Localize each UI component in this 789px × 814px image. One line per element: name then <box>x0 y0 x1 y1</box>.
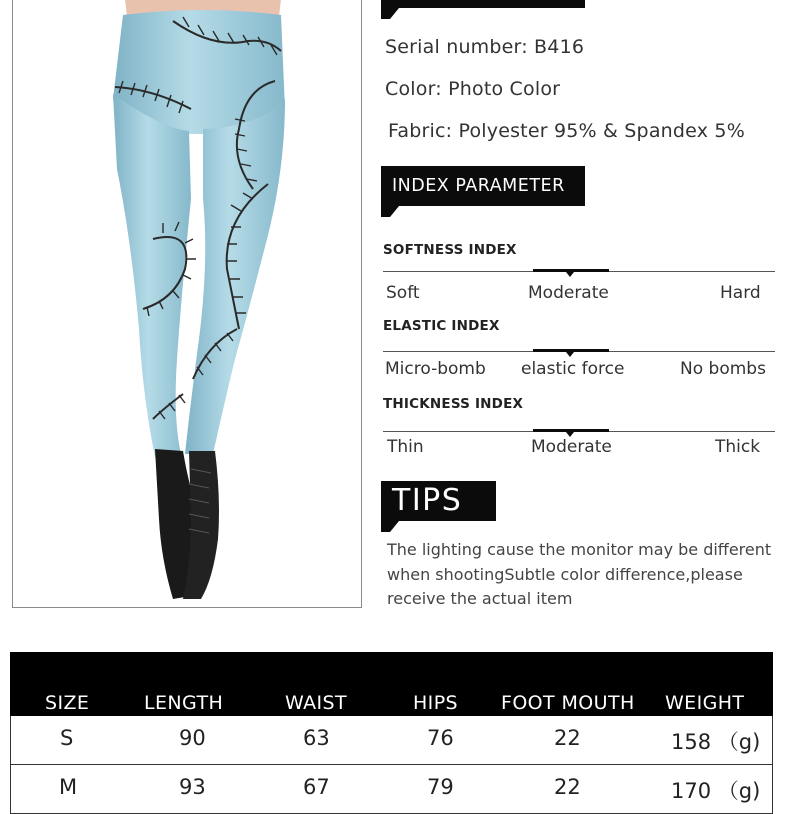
ribbon-tail-icon <box>381 521 399 532</box>
softness-left-label: Soft <box>386 283 420 303</box>
softness-marker-notch-icon <box>566 272 574 277</box>
table-row <box>10 716 773 765</box>
ribbon-tail-icon <box>381 206 399 217</box>
elastic-middle-label: elastic force <box>521 359 625 379</box>
thickness-middle-label: Moderate <box>531 437 612 457</box>
ribbon-tail-icon <box>381 8 399 19</box>
elastic-marker-notch-icon <box>566 352 574 357</box>
header-hips: HIPS <box>413 692 459 714</box>
cell-weight: 158 （g) <box>671 730 761 754</box>
cell-waist: 67 <box>303 775 330 799</box>
cell-length: 90 <box>179 726 206 750</box>
cell-hips: 79 <box>427 775 454 799</box>
cell-length: 93 <box>179 775 206 799</box>
softness-middle-label: Moderate <box>528 283 609 303</box>
header-length: LENGTH <box>144 692 224 714</box>
index-parameter-label: INDEX PARAMETER <box>392 176 565 196</box>
tips-text: The lighting cause the monitor may be different when shootingSubtle color difference,please receive the actual item <box>387 540 772 608</box>
header-waist: WAIST <box>285 692 348 714</box>
softness-right-label: Hard <box>720 283 761 303</box>
product-photo <box>12 0 362 608</box>
index-parameter-heading <box>381 166 585 206</box>
header-size: SIZE <box>45 692 90 714</box>
header-weight: WEIGHT <box>665 692 745 714</box>
size-table-header <box>10 652 773 716</box>
leggings-illustration <box>13 0 361 607</box>
cell-hips: 76 <box>427 726 454 750</box>
color-info: Color: Photo Color <box>385 78 561 100</box>
thickness-right-label: Thick <box>715 437 761 457</box>
header-foot-mouth: FOOT MOUTH <box>501 692 635 714</box>
elastic-index-title: ELASTIC INDEX <box>383 318 500 334</box>
thickness-index-title: THICKNESS INDEX <box>383 396 524 412</box>
cell-weight: 170 （g) <box>671 779 761 803</box>
softness-index-title: SOFTNESS INDEX <box>383 242 517 258</box>
cell-foot-mouth: 22 <box>554 775 581 799</box>
cell-size: M <box>59 775 78 799</box>
cell-waist: 63 <box>303 726 330 750</box>
table-row <box>10 765 773 814</box>
cell-foot-mouth: 22 <box>554 726 581 750</box>
fabric-info: Fabric: Polyester 95% & Spandex 5% <box>388 120 745 142</box>
top-heading-ribbon <box>381 0 585 8</box>
size-table <box>10 652 773 814</box>
elastic-right-label: No bombs <box>680 359 766 379</box>
tips-heading <box>381 481 496 521</box>
thickness-left-label: Thin <box>387 437 424 457</box>
cell-size: S <box>60 726 74 750</box>
tips-label: TIPS <box>392 483 463 518</box>
elastic-left-label: Micro-bomb <box>385 359 486 379</box>
serial-number: Serial number: B416 <box>385 36 585 58</box>
